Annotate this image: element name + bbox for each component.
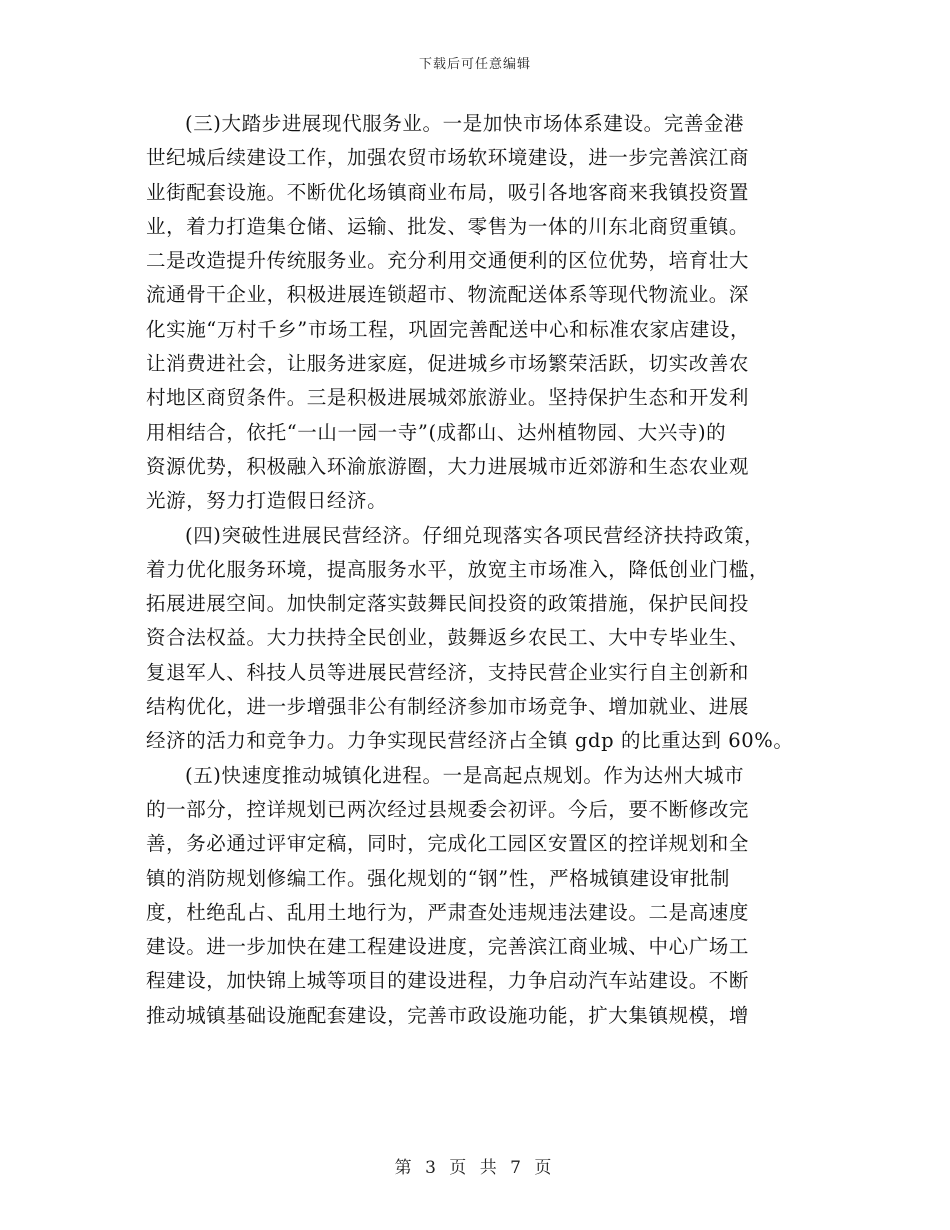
text-line: 光游，努力打造假日经济。 (146, 489, 388, 513)
text-line: 让消费进社会，让服务进家庭，促进城乡市场繁荣活跃，切实改善农 (146, 352, 750, 376)
text-line: 程建设，加快锦上城等项目的建设进程，力争启动汽车站建设。不断 (146, 969, 750, 993)
text-line: 拓展进展空间。加快制定落实鼓舞民间投资的政策措施，保护民间投 (146, 592, 750, 616)
text-line: 流通骨干企业，积极进展连锁超市、物流配送体系等现代物流业。深 (146, 283, 750, 307)
text-line: 二是改造提升传统服务业。充分利用交通便利的区位优势，培育壮大 (146, 249, 750, 273)
text-line: 村地区商贸条件。三是积极进展城郊旅游业。坚持保护生态和开发利 (146, 386, 750, 410)
text-line: 经济的活力和竞争力。力争实现民营经济占全镇 gdp 的比重达到 60%。 (146, 729, 794, 753)
text-line: 化实施“万村千乡”市场工程，巩固完善配送中心和标准农家店建设， (146, 317, 751, 341)
paragraph-services (146, 107, 806, 519)
text-line: 度，杜绝乱占、乱用土地行为，严肃查处违规违法建设。二是高速度 (146, 900, 750, 924)
text-line: 善，务必通过评审定稿，同时，完成化工园区安置区的控详规划和全 (146, 832, 750, 856)
text-line: 结构优化，进一步增强非公有制经济参加市场竞争、增加就业、进展 (146, 695, 750, 719)
text-line: 用相结合，依托“一山一园一寺”(成都山、达州植物园、大兴寺)的 (146, 420, 727, 444)
document-body (146, 107, 806, 1033)
page-header: 下载后可任意编辑 (418, 57, 531, 72)
text-line: 业，着力打造集仓储、运输、批发、零售为一体的川东北商贸重镇。 (146, 214, 750, 238)
text-line: (五)快速度推动城镇化进程。一是高起点规划。作为达州大城市 (185, 763, 745, 787)
text-line: (三)大踏步进展现代服务业。一是加快市场体系建设。完善金港 (185, 112, 745, 135)
text-line: 的一部分，控详规划已两次经过县规委会初评。今后，要不断修改完 (146, 797, 750, 821)
text-line: 资合法权益。大力扶持全民创业，鼓舞返乡农民工、大中专毕业生、 (146, 626, 750, 650)
page-number: 第 3 页 共 7 页 (394, 1158, 556, 1178)
text-line: 推动城镇基础设施配套建设，完善市政设施功能，扩大集镇规模，增 (146, 1003, 750, 1027)
text-line: 着力优化服务环境，提高服务水平，放宽主市场准入，降低创业门槛， (146, 557, 770, 581)
text-line: 镇的消防规划修编工作。强化规划的“钢”性，严格城镇建设审批制 (146, 866, 730, 890)
text-line: 世纪城后续建设工作，加强农贸市场软环境建设，进一步完善滨江商 (146, 146, 750, 170)
text-line: 业街配套设施。不断优化场镇商业布局，吸引各地客商来我镇投资置 (146, 180, 750, 204)
paragraph-private-economy (146, 519, 806, 759)
text-line: 资源优势，积极融入环渝旅游圈，大力进展城市近郊游和生态农业观 (146, 454, 750, 478)
text-line: 建设。进一步加快在建工程建设进度，完善滨江商业城、中心广场工 (146, 935, 750, 959)
text-line: 复退军人、科技人员等进展民营经济，支持民营企业实行自主创新和 (146, 660, 750, 684)
paragraph-urbanization (146, 759, 806, 1033)
text-line: (四)突破性进展民营经济。仔细兑现落实各项民营经济扶持政策， (185, 523, 765, 547)
